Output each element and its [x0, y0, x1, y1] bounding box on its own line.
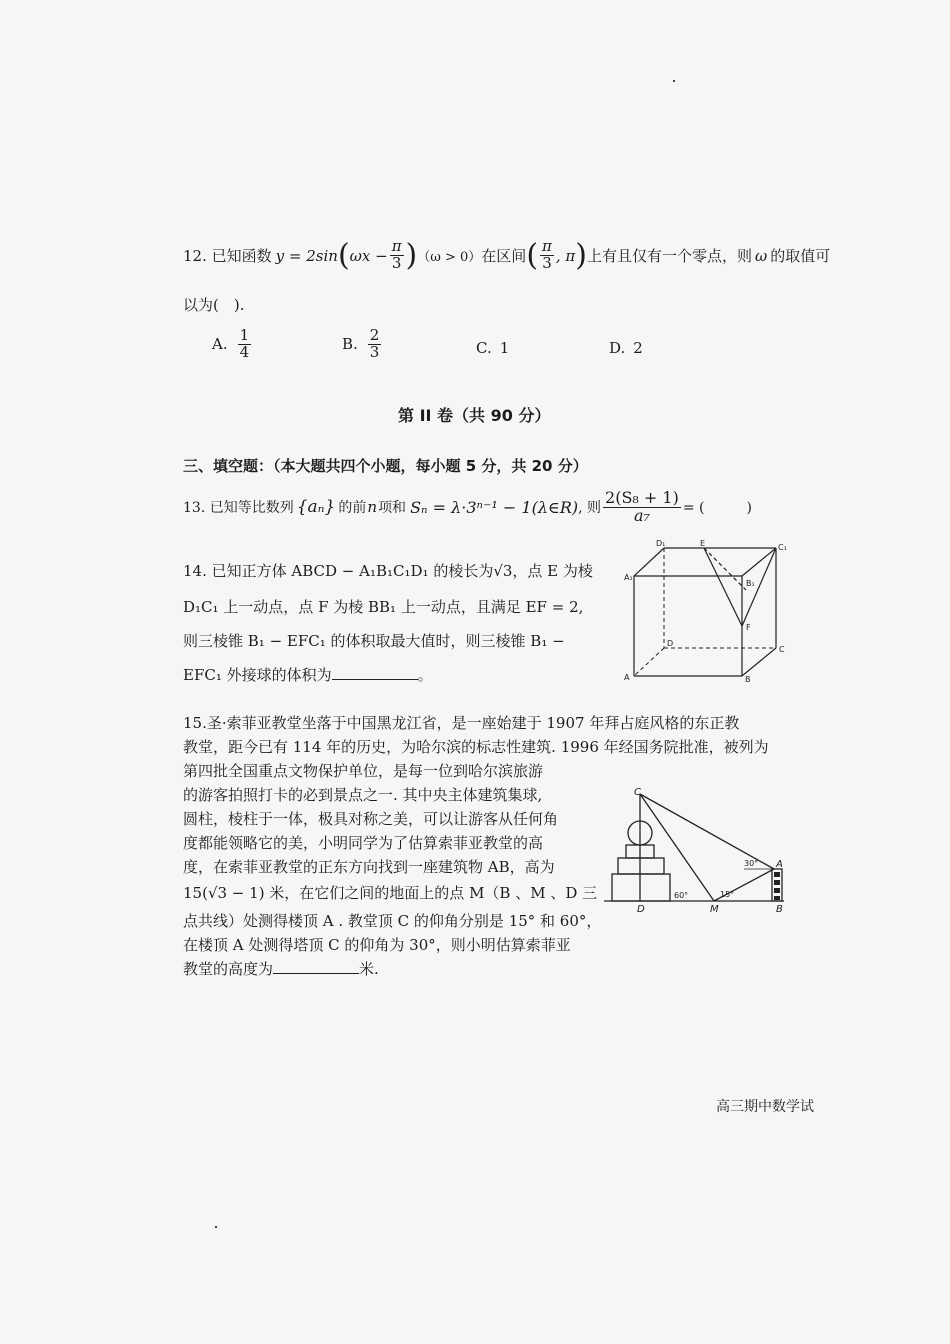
q12-omega: ω [755, 246, 768, 265]
section3-title: 三、填空题：（本大题共四个小题，每小题 5 分，共 20 分） [183, 457, 588, 475]
q15-line7: 度，在索菲亚教堂的正东方向找到一座建筑物 AB，高为 [183, 858, 555, 876]
q15-church-figure [604, 786, 800, 914]
page-footer: 高三期中数学试 [716, 1099, 814, 1115]
q13-line [183, 490, 752, 525]
q12-number: 12. [183, 246, 207, 265]
q14-line2: D₁C₁ 上一动点，点 F 为棱 BB₁ 上一动点，且满足 EF = 2, [183, 598, 584, 616]
q13-stem-b: 的前 [338, 500, 367, 517]
q12-interval-start: $\frac{\pi}{3}$ [542, 237, 552, 272]
q14-label-c: C [779, 645, 785, 654]
q15-line3: 第四批全国重点文物保护单位，是每一位到哈尔滨旅游 [183, 762, 544, 780]
q14-label-d1: D₁ [656, 540, 666, 548]
q15-label-c: C [634, 787, 641, 798]
q12-cond: （ω > 0） [417, 250, 482, 265]
q15-answer-blank[interactable] [273, 959, 359, 974]
q12-line1: 12. 已知函数 y = 2sin ( ωx − $\frac{\pi}{3}$ ) （ω > 0） 在区间 ( $\frac{\pi}{3}$ , π ) 上有且仅有一个零点，则 ω 的取值可 [183, 237, 831, 273]
q14-label-f: F [746, 623, 751, 632]
q15-line2: 教堂，距今已有 114 年的历史，为哈尔滨的标志性建筑. 1996 年经国务院批准，被列为 [183, 738, 769, 756]
q12-option-d[interactable]: D. 2 [609, 339, 643, 357]
q15-label-m: M [710, 904, 719, 914]
scan-speck [673, 80, 675, 82]
q14-label-a1: A₁ [624, 573, 633, 582]
q14-line1: 14. 已知正方体 ABCD − A₁B₁C₁D₁ 的棱长为√3，点 E 为棱 [183, 562, 593, 580]
q13-stem-a: 13. 已知等比数列 [183, 500, 294, 517]
q12-stem-a: 已知函数 [211, 247, 272, 265]
q14-line4: EFC₁ 外接球的体积为 。 [183, 666, 433, 684]
q14-label-e: E [700, 540, 706, 548]
q14-label-c1: C₁ [778, 543, 787, 552]
q14-answer-blank[interactable] [332, 665, 418, 680]
q12-line2: 以为( ). [183, 296, 245, 314]
q12-pi-over-3: $\frac{\pi}{3}$ [391, 237, 402, 272]
q15-line8: 15(√3 − 1) 米，在它们之间的地面上的点 M（B 、M 、D 三 [183, 884, 598, 902]
q15-line9: 点共线）处测得楼顶 A . 教堂顶 C 的仰角分别是 15° 和 60°， [183, 912, 602, 930]
q14-label-b: B [745, 675, 751, 684]
q15-line1: 15.圣·索菲亚教堂坐落于中国黑龙江省，是一座始建于 1907 年拜占庭风格的东正教 [183, 714, 740, 732]
q15-line5: 圆柱，棱柱于一体，极具对称之美，可以让游客从任何角 [183, 810, 559, 828]
q13-formula: Sₙ = λ·3ⁿ⁻¹ − 1(λ∈R) [410, 497, 579, 517]
q15-label-b: B [776, 904, 783, 914]
q15-line6: 度都能领略它的美，小明同学为了估算索菲亚教堂的高 [183, 834, 544, 852]
q15-label-a: A [776, 859, 783, 870]
q12-func-lhs: y = 2sin [275, 246, 338, 265]
q15-line10: 在楼顶 A 处测得塔顶 C 的仰角为 30°，则小明估算索菲亚 [183, 936, 571, 954]
q12-stem-c: 上有且仅有一个零点，则 [587, 247, 753, 265]
section2-title: 第 II 卷（共 90 分） [398, 406, 551, 425]
q13-seq: {aₙ} [296, 497, 336, 518]
q13-n: n [367, 498, 378, 517]
q12-stem-b: 在区间 [481, 247, 527, 265]
q14-line3: 则三棱锥 B₁ − EFC₁ 的体积取最大值时，则三棱锥 B₁ − [183, 632, 565, 650]
q14-cube-figure [622, 540, 792, 685]
q14-label-d: D [667, 639, 674, 648]
q15-line4: 的游客拍照打卡的必到景点之一. 其中央主体建筑集球, [183, 786, 543, 804]
q15-angle-15: 15° [720, 890, 735, 899]
q13-fraction: $\frac{\text{2(S₈ + 1)}}{\text{a₇}}$ [605, 488, 679, 525]
q12-option-b[interactable]: B. $\frac{2}{3}$ [342, 326, 380, 361]
q15-angle-60: 60° [674, 891, 689, 900]
q15-label-d: D [637, 904, 645, 914]
q14-label-a: A [624, 673, 630, 682]
q13-tail: = ( ) [682, 500, 752, 517]
scan-speck [215, 1226, 217, 1228]
q15-angle-30: 30° [744, 859, 759, 868]
q12-option-a[interactable]: A. $\frac{1}{4}$ [212, 326, 250, 361]
q13-stem-d: , 则 [578, 500, 602, 517]
q12-interval-end: , π [555, 246, 576, 265]
q14-label-b1: B₁ [746, 579, 755, 588]
q13-stem-c: 项和 [378, 500, 407, 517]
q12-func-arg: ωx − [349, 246, 388, 265]
q15-line11: 教堂的高度为 米. [183, 960, 379, 978]
q12-option-c[interactable]: C. 1 [476, 339, 510, 357]
q12-stem-d: 的取值可 [770, 247, 831, 265]
